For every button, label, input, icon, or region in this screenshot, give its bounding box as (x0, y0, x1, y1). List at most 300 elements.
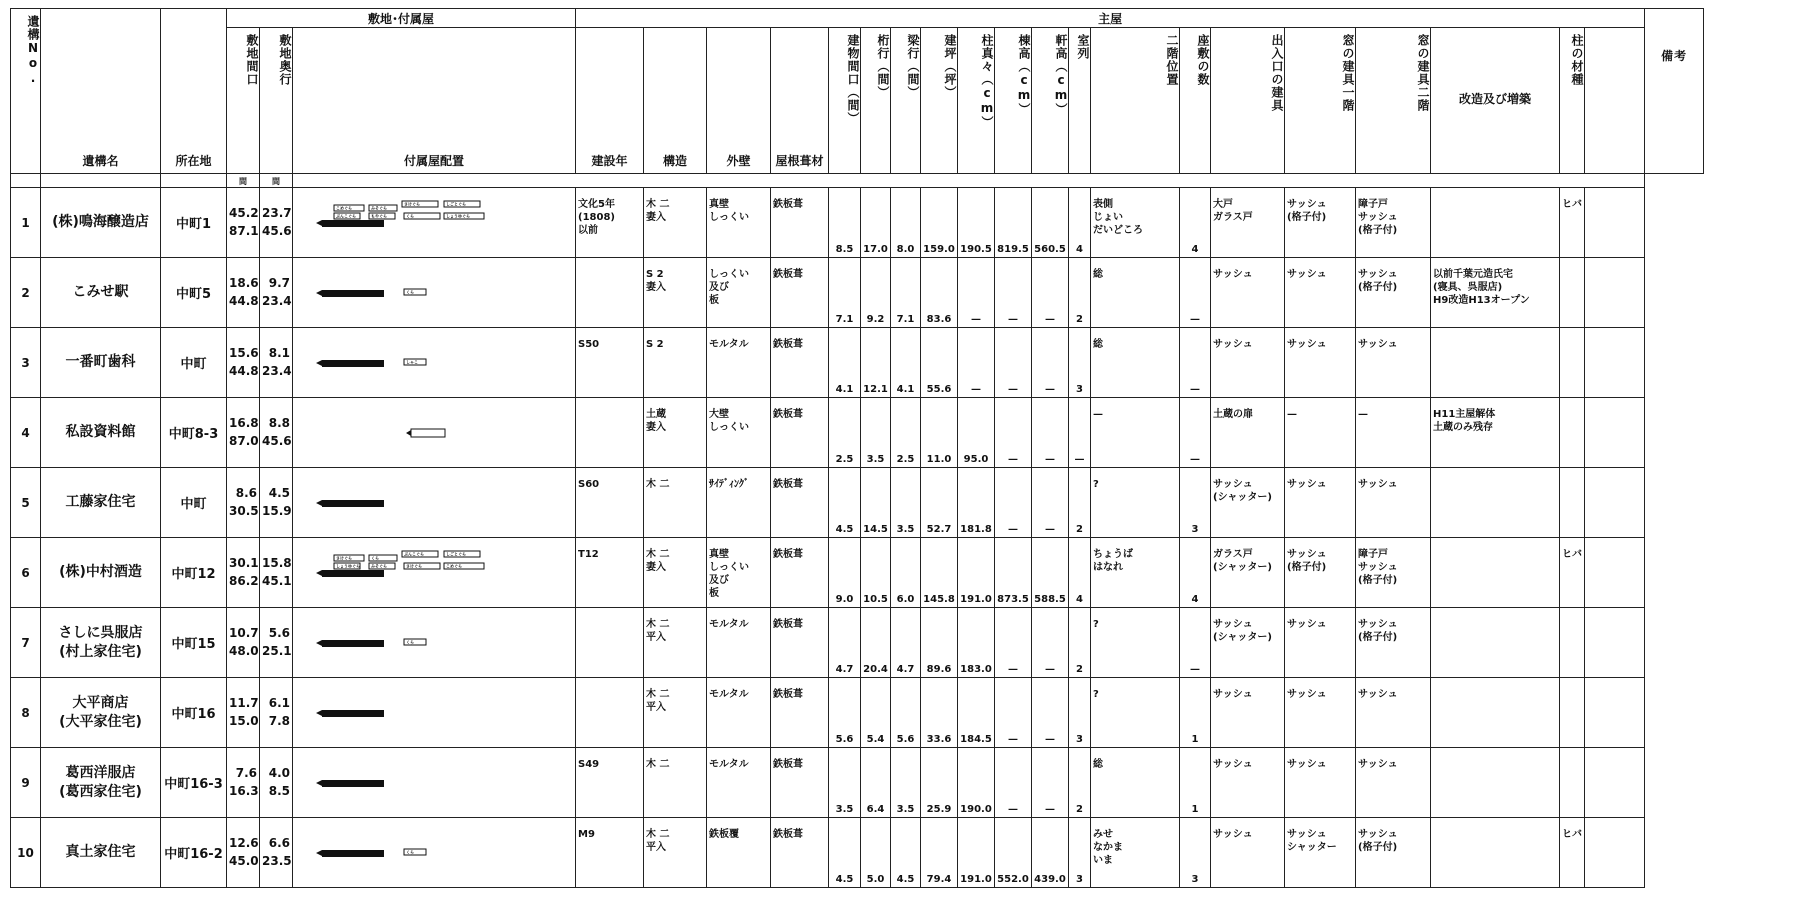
table-body (11, 188, 1704, 888)
cell-hari: 4.5 (891, 818, 921, 888)
cell-tsubo: 83.6 (921, 258, 958, 328)
annex-building (369, 562, 395, 569)
annex-layout-diagram (293, 399, 575, 467)
cell-zashiki: — (1180, 328, 1211, 398)
header-pillar: 柱真々（cm） (958, 28, 995, 174)
annex-building (444, 200, 480, 207)
cell-entrance: ガラス戸 (シャッター) (1211, 538, 1285, 608)
cell-roofing: 鉄板葺 (771, 258, 829, 328)
header-no: 遺構No. (11, 9, 41, 174)
cell-annex-layout (293, 678, 576, 748)
header-rooms: 室列 (1069, 28, 1091, 174)
cell-rooms: 2 (1069, 748, 1091, 818)
cell-row-no: 1 (11, 188, 41, 258)
annex-building (369, 204, 397, 211)
cell-structure: S 2 (644, 328, 707, 398)
cell-tsubo: 89.6 (921, 608, 958, 678)
cell-eaves: — (1032, 328, 1069, 398)
cell-site-name: さしに呉服店 (村上家住宅) (41, 608, 161, 678)
cell-hari: 3.5 (891, 468, 921, 538)
cell-keta: 20.4 (861, 608, 891, 678)
table-row (11, 258, 1704, 328)
cell-second-floor: ? (1091, 678, 1180, 748)
cell-entrance: サッシュ (1211, 258, 1285, 328)
cell-ridge: 552.0 (995, 818, 1032, 888)
annex-label: しょうゆぐら (336, 563, 360, 568)
street-arrow-icon (316, 570, 322, 576)
table-row (11, 608, 1704, 678)
cell-zashiki: 3 (1180, 818, 1211, 888)
header-group-main: 主屋 (576, 9, 1645, 28)
cell-rooms: 4 (1069, 188, 1091, 258)
cell-ridge: 873.5 (995, 538, 1032, 608)
unit-blank-4 (293, 174, 1645, 188)
header-name: 遺構名 (41, 9, 161, 174)
cell-notes (1585, 538, 1645, 608)
cell-rooms: 3 (1069, 678, 1091, 748)
cell-rooms: — (1069, 398, 1091, 468)
cell-pillar: 184.5 (958, 678, 995, 748)
annex-layout-diagram (293, 469, 575, 537)
cell-window-2f: サッシュ (格子付) (1356, 818, 1431, 888)
cell-built-year: T12 (576, 538, 644, 608)
cell-site-name: 葛西洋服店 (葛西家住宅) (41, 748, 161, 818)
cell-second-floor: ちょうば はなれ (1091, 538, 1180, 608)
annex-label: みそぐら (371, 205, 387, 210)
cell-ridge: — (995, 608, 1032, 678)
header-roofing: 屋根葺材 (771, 28, 829, 174)
cell-ridge: — (995, 748, 1032, 818)
cell-exterior: 真壁 しっくい (707, 188, 771, 258)
cell-tsubo: 11.0 (921, 398, 958, 468)
header-exterior: 外壁 (707, 28, 771, 174)
cell-zashiki: 1 (1180, 678, 1211, 748)
cell-pillar: 190.5 (958, 188, 995, 258)
annex-label: さけぐら (406, 563, 422, 568)
cell-site-size-m: 30.1 86.2 (227, 538, 260, 608)
cell-structure: 木 二 妻入 (644, 188, 707, 258)
cell-exterior: 大壁 しっくい (707, 398, 771, 468)
cell-site-size-ken: 4.5 15.9 (260, 468, 293, 538)
cell-eaves: — (1032, 398, 1069, 468)
street-arrow-icon (316, 220, 322, 226)
cell-renovation (1431, 188, 1560, 258)
cell-entrance: サッシュ (1211, 328, 1285, 398)
cell-pillar: 95.0 (958, 398, 995, 468)
cell-location: 中町16-2 (161, 818, 227, 888)
cell-notes (1585, 748, 1645, 818)
annex-building (369, 554, 397, 561)
cell-built-year (576, 608, 644, 678)
annex-label: もやぐら (371, 213, 387, 218)
cell-site-size-m: 45.2 87.1 (227, 188, 260, 258)
cell-window-2f: サッシュ (1356, 678, 1431, 748)
cell-entrance: サッシュ (シャッター) (1211, 468, 1285, 538)
cell-site-name: 大平商店 (大平家住宅) (41, 678, 161, 748)
cell-site-size-m: 15.6 44.8 (227, 328, 260, 398)
cell-annex-layout (293, 818, 576, 888)
cell-exterior: モルタル (707, 748, 771, 818)
cell-site-name: こみせ駅 (41, 258, 161, 328)
annex-building (402, 550, 438, 557)
cell-renovation (1431, 328, 1560, 398)
cell-tsubo: 52.7 (921, 468, 958, 538)
cell-built-year: S50 (576, 328, 644, 398)
cell-zashiki: — (1180, 258, 1211, 328)
cell-hari: 2.5 (891, 398, 921, 468)
cell-window-2f: 障子戸 サッシュ (格子付) (1356, 188, 1431, 258)
cell-site-name: 工藤家住宅 (41, 468, 161, 538)
table-row (11, 818, 1704, 888)
cell-roofing: 鉄板葺 (771, 188, 829, 258)
table-row (11, 398, 1704, 468)
cell-site-size-m: 12.6 45.0 (227, 818, 260, 888)
cell-keta: 14.5 (861, 468, 891, 538)
cell-renovation (1431, 468, 1560, 538)
header-built-year: 建設年 (576, 28, 644, 174)
cell-built-year (576, 398, 644, 468)
cell-entrance: サッシュ (1211, 818, 1285, 888)
cell-site-size-ken: 6.1 7.8 (260, 678, 293, 748)
main-building (322, 290, 384, 297)
street-arrow-icon (316, 290, 322, 296)
unit-ken-frontage: 間 (227, 174, 260, 188)
cell-built-year: S49 (576, 748, 644, 818)
cell-renovation (1431, 608, 1560, 678)
cell-row-no: 2 (11, 258, 41, 328)
unit-blank-1 (11, 174, 41, 188)
header-second-floor: 二階位置 (1091, 28, 1180, 174)
cell-location: 中町8-3 (161, 398, 227, 468)
cell-site-size-m: 18.6 44.8 (227, 258, 260, 328)
annex-label: くら (406, 213, 414, 218)
cell-bld-frontage: 4.7 (829, 608, 861, 678)
cell-exterior: しっくい 及び 板 (707, 258, 771, 328)
cell-ridge: — (995, 678, 1032, 748)
annex-label: みそぐら (371, 563, 387, 568)
cell-window-2f: サッシュ (1356, 328, 1431, 398)
header-site-frontage: 敷地間口 (227, 28, 260, 174)
cell-annex-layout (293, 258, 576, 328)
cell-hari: 8.0 (891, 188, 921, 258)
annex-building (334, 204, 364, 211)
cell-rooms: 2 (1069, 468, 1091, 538)
cell-entrance: サッシュ (1211, 748, 1285, 818)
unit-blank-2 (41, 174, 161, 188)
cell-keta: 6.4 (861, 748, 891, 818)
cell-rooms: 4 (1069, 538, 1091, 608)
annex-building (334, 562, 360, 569)
annex-label: ぶんこぐら (404, 551, 424, 556)
header-window-1f: 窓の建具一階 (1285, 28, 1356, 174)
cell-eaves: 588.5 (1032, 538, 1069, 608)
annex-label: しょうゆぐら (446, 213, 470, 218)
street-arrow-icon (316, 850, 322, 856)
annex-building (404, 288, 426, 295)
header-window-2f: 窓の建具二階 (1356, 28, 1431, 174)
annex-label: くら (406, 849, 414, 854)
header-notes: 備考 (1645, 9, 1704, 174)
cell-hari: 4.1 (891, 328, 921, 398)
cell-tsubo: 55.6 (921, 328, 958, 398)
cell-annex-layout (293, 538, 576, 608)
cell-built-year: 文化5年 (1808) 以前 (576, 188, 644, 258)
cell-rooms: 2 (1069, 258, 1091, 328)
header-annex-layout: 付属屋配置 (293, 28, 576, 174)
cell-entrance: サッシュ (シャッター) (1211, 608, 1285, 678)
cell-zashiki: 4 (1180, 188, 1211, 258)
main-building (322, 500, 384, 507)
cell-renovation (1431, 538, 1560, 608)
cell-notes (1585, 468, 1645, 538)
street-arrow-icon (316, 710, 322, 716)
cell-bld-frontage: 3.5 (829, 748, 861, 818)
header-hari: 梁行（間） (891, 28, 921, 174)
cell-keta: 12.1 (861, 328, 891, 398)
cell-pillar-wood: ヒバ (1560, 538, 1585, 608)
cell-pillar: — (958, 328, 995, 398)
cell-structure: 土蔵 妻入 (644, 398, 707, 468)
cell-row-no: 5 (11, 468, 41, 538)
main-building (322, 570, 384, 577)
cell-site-size-ken: 9.7 23.4 (260, 258, 293, 328)
cell-window-1f: サッシュ (格子付) (1285, 538, 1356, 608)
header-group-site: 敷地･付属屋 (227, 9, 576, 28)
cell-site-size-ken: 23.7 45.6 (260, 188, 293, 258)
cell-hari: 7.1 (891, 258, 921, 328)
cell-bld-frontage: 4.1 (829, 328, 861, 398)
cell-site-size-m: 8.6 30.5 (227, 468, 260, 538)
cell-renovation: H11主屋解体 土蔵のみ残存 (1431, 398, 1560, 468)
cell-pillar-wood (1560, 678, 1585, 748)
unit-blank-3 (161, 174, 227, 188)
main-building (322, 640, 384, 647)
annex-building (404, 212, 440, 219)
cell-annex-layout (293, 328, 576, 398)
cell-annex-layout (293, 398, 576, 468)
cell-zashiki: 1 (1180, 748, 1211, 818)
cell-row-no: 10 (11, 818, 41, 888)
cell-bld-frontage: 8.5 (829, 188, 861, 258)
cell-eaves: — (1032, 468, 1069, 538)
table-row (11, 678, 1704, 748)
cell-row-no: 7 (11, 608, 41, 678)
annex-building (402, 200, 438, 207)
cell-window-2f: サッシュ (1356, 468, 1431, 538)
cell-rooms: 2 (1069, 608, 1091, 678)
cell-pillar-wood: ヒバ (1560, 188, 1585, 258)
cell-site-size-ken: 8.8 45.6 (260, 398, 293, 468)
cell-site-name: 一番町歯科 (41, 328, 161, 398)
cell-renovation (1431, 678, 1560, 748)
cell-hari: 6.0 (891, 538, 921, 608)
cell-pillar: 190.0 (958, 748, 995, 818)
cell-notes (1585, 328, 1645, 398)
cell-renovation (1431, 818, 1560, 888)
cell-pillar-wood (1560, 748, 1585, 818)
cell-built-year: M9 (576, 818, 644, 888)
cell-ridge: — (995, 398, 1032, 468)
cell-zashiki: 3 (1180, 468, 1211, 538)
annex-label: ぶんこぐら (336, 213, 356, 218)
annex-building (404, 562, 440, 569)
cell-second-floor: 総 (1091, 328, 1180, 398)
cell-renovation (1431, 748, 1560, 818)
cell-notes (1585, 398, 1645, 468)
cell-annex-layout (293, 608, 576, 678)
annex-label: さけぐら (404, 201, 420, 206)
cell-row-no: 4 (11, 398, 41, 468)
annex-label: しゃこ (406, 359, 418, 364)
cell-bld-frontage: 2.5 (829, 398, 861, 468)
annex-label: こめぐら (446, 563, 462, 568)
cell-zashiki: — (1180, 398, 1211, 468)
header-pillar-wood: 柱の材種 (1560, 28, 1585, 174)
cell-pillar: 181.8 (958, 468, 995, 538)
cell-keta: 5.4 (861, 678, 891, 748)
cell-site-size-ken: 6.6 23.5 (260, 818, 293, 888)
annex-layout-diagram (293, 819, 575, 887)
cell-site-size-ken: 5.6 25.1 (260, 608, 293, 678)
main-building (322, 220, 384, 227)
cell-keta: 17.0 (861, 188, 891, 258)
cell-rooms: 3 (1069, 328, 1091, 398)
cell-structure: 木 二 平入 (644, 678, 707, 748)
header-entrance: 出入口の建具 (1211, 28, 1285, 174)
cell-eaves: — (1032, 678, 1069, 748)
cell-pillar: 183.0 (958, 608, 995, 678)
table-row (11, 328, 1704, 398)
cell-location: 中町 (161, 328, 227, 398)
main-building (322, 710, 384, 717)
cell-site-size-ken: 15.8 45.1 (260, 538, 293, 608)
cell-window-1f: サッシュ (1285, 608, 1356, 678)
cell-window-1f: サッシュ (1285, 678, 1356, 748)
header-bld-frontage: 建物間口（間） (829, 28, 861, 174)
cell-location: 中町16 (161, 678, 227, 748)
annex-label: さけぐら (336, 555, 352, 560)
cell-ridge: — (995, 468, 1032, 538)
cell-site-size-ken: 8.1 23.4 (260, 328, 293, 398)
cell-site-name: 私設資料館 (41, 398, 161, 468)
cell-keta: 10.5 (861, 538, 891, 608)
cell-bld-frontage: 7.1 (829, 258, 861, 328)
cell-location: 中町12 (161, 538, 227, 608)
cell-row-no: 3 (11, 328, 41, 398)
cell-site-name: 真土家住宅 (41, 818, 161, 888)
table-row (11, 748, 1704, 818)
cell-structure: 木 二 妻入 (644, 538, 707, 608)
cell-entrance: 大戸 ガラス戸 (1211, 188, 1285, 258)
cell-hari: 3.5 (891, 748, 921, 818)
annex-label: くら (406, 639, 414, 644)
cell-eaves: — (1032, 258, 1069, 328)
annex-layout-diagram (293, 749, 575, 817)
main-building (322, 780, 384, 787)
cell-built-year: S60 (576, 468, 644, 538)
cell-row-no: 6 (11, 538, 41, 608)
cell-pillar-wood (1560, 328, 1585, 398)
cell-tsubo: 159.0 (921, 188, 958, 258)
annex-label: くら (371, 555, 379, 560)
cell-second-floor: ? (1091, 468, 1180, 538)
annex-building (404, 638, 426, 645)
cell-location: 中町1 (161, 188, 227, 258)
annex-building (334, 212, 360, 219)
cell-roofing: 鉄板葺 (771, 608, 829, 678)
cell-structure: 木 二 (644, 748, 707, 818)
cell-window-1f: サッシュ (1285, 468, 1356, 538)
cell-site-size-ken: 4.0 8.5 (260, 748, 293, 818)
annex-layout-diagram (293, 679, 575, 747)
cell-pillar: 191.0 (958, 818, 995, 888)
cell-window-2f: サッシュ (格子付) (1356, 258, 1431, 328)
annex-label: こめぐら (336, 205, 352, 210)
cell-annex-layout (293, 188, 576, 258)
cell-keta: 3.5 (861, 398, 891, 468)
cell-second-floor: 総 (1091, 258, 1180, 328)
annex-building (404, 358, 426, 365)
cell-keta: 5.0 (861, 818, 891, 888)
header-keta: 桁行（間） (861, 28, 891, 174)
header-location: 所在地 (161, 9, 227, 174)
cell-second-floor: — (1091, 398, 1180, 468)
cell-hari: 5.6 (891, 678, 921, 748)
cell-site-name: (株)鳴海醸造店 (41, 188, 161, 258)
cell-ridge: — (995, 328, 1032, 398)
cell-structure: 木 二 (644, 468, 707, 538)
street-arrow-icon (316, 640, 322, 646)
street-arrow-icon (406, 430, 411, 436)
cell-second-floor: 表側 じょい だいどころ (1091, 188, 1180, 258)
cell-built-year (576, 678, 644, 748)
cell-bld-frontage: 9.0 (829, 538, 861, 608)
annex-layout-diagram (293, 329, 575, 397)
cell-eaves: — (1032, 608, 1069, 678)
cell-location: 中町 (161, 468, 227, 538)
cell-pillar-wood (1560, 258, 1585, 328)
annex-layout-diagram (293, 609, 575, 677)
cell-exterior: モルタル (707, 678, 771, 748)
cell-window-2f: サッシュ (1356, 748, 1431, 818)
cell-window-2f: サッシュ (格子付) (1356, 608, 1431, 678)
cell-roofing: 鉄板葺 (771, 328, 829, 398)
cell-pillar: 191.0 (958, 538, 995, 608)
cell-built-year (576, 258, 644, 328)
cell-location: 中町15 (161, 608, 227, 678)
cell-roofing: 鉄板葺 (771, 818, 829, 888)
table-row (11, 468, 1704, 538)
annex-building (444, 550, 480, 557)
cell-entrance: サッシュ (1211, 678, 1285, 748)
cell-roofing: 鉄板葺 (771, 678, 829, 748)
cell-site-name: (株)中村酒造 (41, 538, 161, 608)
cell-row-no: 9 (11, 748, 41, 818)
cell-eaves: 439.0 (1032, 818, 1069, 888)
survey-table (10, 8, 1704, 888)
cell-bld-frontage: 4.5 (829, 468, 861, 538)
cell-exterior: ｻｲﾃﾞｨﾝｸﾞ (707, 468, 771, 538)
cell-pillar: — (958, 258, 995, 328)
cell-exterior: 真壁 しっくい 及び 板 (707, 538, 771, 608)
annex-layout-diagram (293, 189, 575, 257)
cell-site-size-m: 16.8 87.0 (227, 398, 260, 468)
survey-table-sheet (10, 8, 1704, 888)
cell-notes (1585, 818, 1645, 888)
cell-ridge: — (995, 258, 1032, 328)
cell-notes (1585, 188, 1645, 258)
cell-exterior: モルタル (707, 328, 771, 398)
